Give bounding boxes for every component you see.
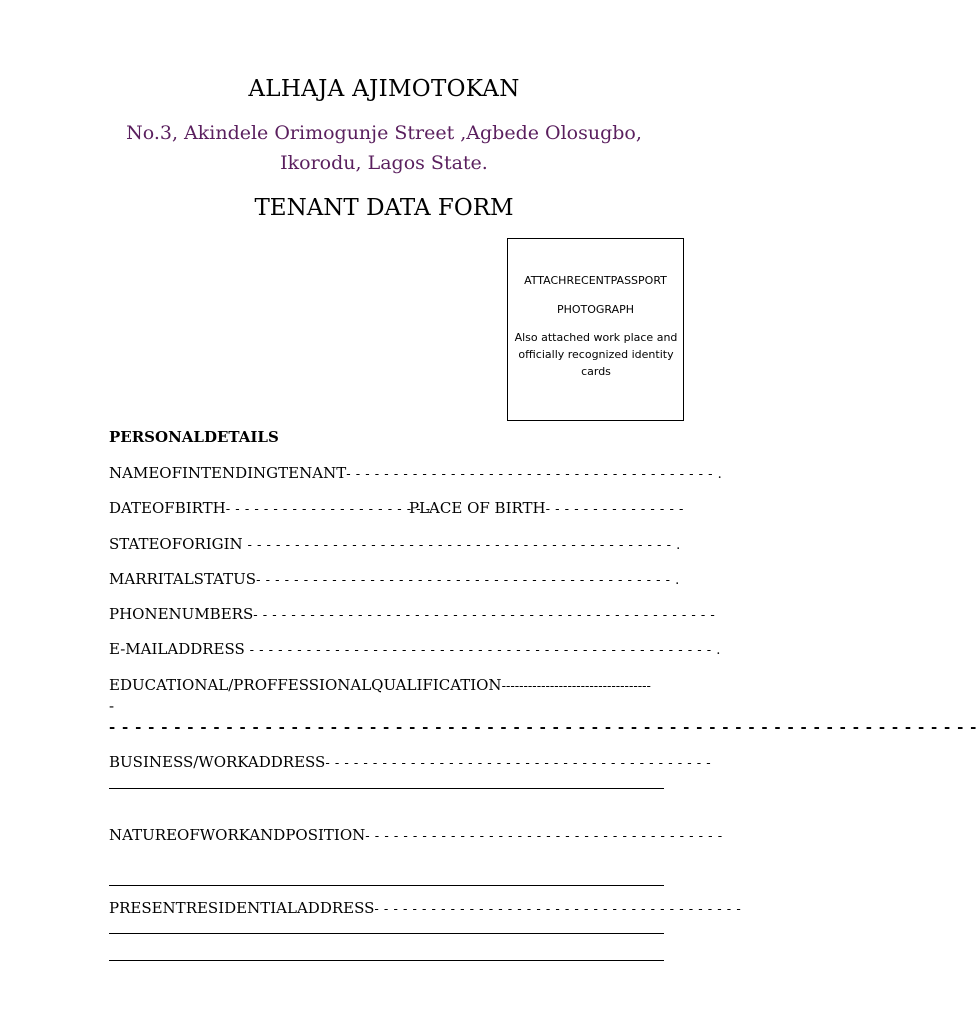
photo-box-line-1: ATTACHRECENTPASSPORT [524,274,667,287]
field-residential-address [109,899,741,917]
field-blank: - - - - - - - - - - - - - - - - - - - - - - - - - - - - - - - - - - - - - - - - - - - - - - - - - [253,608,716,623]
field-blank: - - - - - - - - - - - - - - - [545,502,684,517]
address-line-2: Ikorodu, Lagos State. [280,152,488,174]
form-title: TENANT DATA FORM [254,195,514,221]
field-label: EDUCATIONAL/PROFFESSIONALQUALIFICATION [109,676,502,694]
field-blank: - - - - - - - - - - - - - - - - - - - - - - - - - - - - - - - - - - - - - - - [374,902,742,917]
address-line-1: No.3, Akindele Orimogunje Street ,Agbede Olosugbo, [126,122,642,144]
field-blank: ---------------------------------- [501,679,651,694]
field-label: DATEOFBIRTH [109,499,226,517]
owner-name: ALHAJA AJIMOTOKAN [248,76,520,102]
field-label: MARRITALSTATUS [109,570,257,588]
field-qualification-wrap: - [109,697,115,715]
field-email-address [109,640,721,658]
field-place-of-birth [409,499,684,517]
field-label: BUSINESS/WORKADDRESS [109,753,326,771]
field-date-of-birth [109,499,431,517]
qualification-blank-line: - - - - - - - - - - - - - - - - - - - - - - - - - - - - - - - - - - - - - - - - - - - - - - - - - - - - - - - - - - - - - - - - - - - [109,718,977,736]
field-state-of-origin [109,535,681,553]
field-label: PLACE OF BIRTH [409,499,546,517]
field-tenant-name [109,464,722,482]
field-nature-of-work [109,826,723,844]
blank-rule [109,788,664,789]
photo-box-line-2: PHOTOGRAPH [556,303,635,316]
field-business-address [109,753,711,771]
field-qualification [109,676,651,694]
blank-rule [109,960,664,961]
section-title: PERSONALDETAILS [109,428,279,446]
field-blank: - - - - - - - - - - - - - - - - - - - - - - - - - - - - - - - - - - - - - - - . [346,467,723,482]
field-label: PHONENUMBERS [109,605,254,623]
blank-rule [109,885,664,886]
field-label: PRESENTRESIDENTIALADDRESS [109,899,375,917]
field-label: STATEOFORIGIN [109,535,243,553]
field-blank: - - - - - - - - - - - - - - - - - - - - - - - - - - - - - - - - - - - - - - - - - - - - - . [247,538,681,553]
field-label: E-MAILADDRESS [109,640,245,658]
field-label: NAMEOFINTENDINGTENANT [109,464,347,482]
passport-photo-box [507,238,684,421]
field-blank: - - - - - - - - - - - - - - - - - - - - - - - - - - - - - - - - - - - - - - - - - [325,756,712,771]
field-label: NATUREOFWORKANDPOSITION [109,826,366,844]
field-blank: - - - - - - - - - - - - - - - - - - - - - - - - - - - - - - - - - - - - - - - - - - - - . [256,573,680,588]
field-marital-status [109,570,680,588]
field-phone-numbers [109,605,715,623]
photo-box-line-3: Also attached work place and officially recognized identity cards [514,331,678,378]
field-blank: - - - - - - - - - - - - - - - - - - - - - - - - - - - - - - - - - - - - - - - - - - - - - - - - - . [249,643,721,658]
field-blank: - - - - - - - - - - - - - - - - - - - - - - [225,502,431,517]
blank-rule [109,933,664,934]
field-blank: - - - - - - - - - - - - - - - - - - - - - - - - - - - - - - - - - - - - - - [365,829,723,844]
